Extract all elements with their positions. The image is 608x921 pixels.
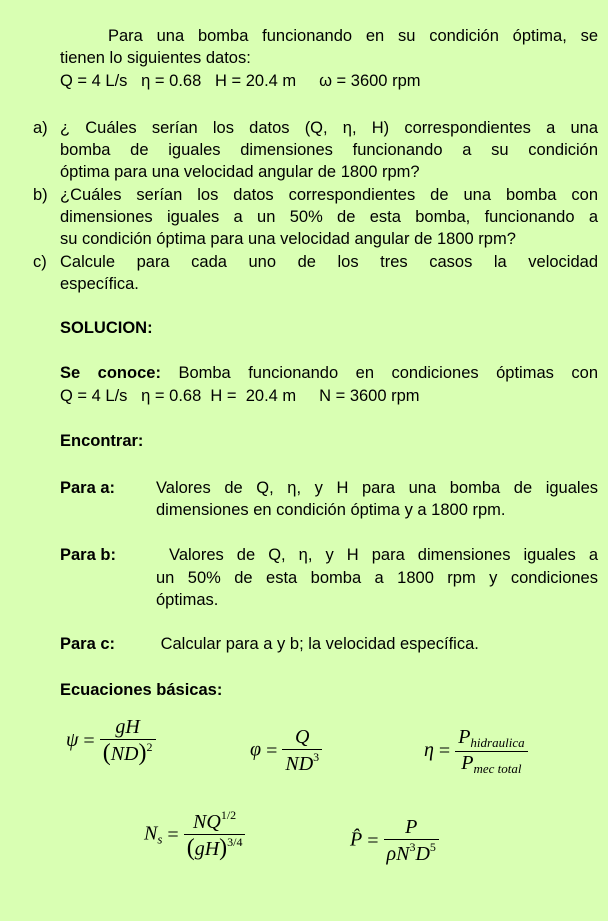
part-b-line-3: óptimas. [156, 591, 219, 609]
ns-numerator-exponent: 1/2 [220, 808, 237, 822]
eta-fraction [455, 726, 527, 777]
eta-numerator: P [458, 726, 471, 748]
phi-fraction [282, 726, 322, 776]
phat-fraction [384, 816, 439, 866]
eta-symbol: η [424, 739, 434, 762]
eta-numerator-subscript: hidraulica [470, 735, 525, 750]
question-b-marker: b) [33, 186, 48, 204]
question-a-line-2: bomba de iguales dimensiones funcionando a su condición [60, 141, 598, 159]
psi-denominator: ND [110, 743, 139, 765]
ns-denominator-exponent: 3/4 [227, 835, 243, 849]
part-b-line-2: un 50% de esta bomba a 1800 rpm y condiciones [156, 569, 598, 587]
question-c-line-1: Calcule para cada uno de los tres casos la velocidad [60, 253, 598, 271]
solution-heading: SOLUCION: [60, 319, 153, 337]
equation-power-coefficient: P̂ = $\frac{P}{\rho N^3D^5}$ [350, 816, 439, 866]
ns-subscript: s [157, 831, 163, 847]
equation-head-coefficient: ψ = $\frac{gH}{(ND)^2}$ [66, 716, 156, 767]
intro-line-1: Para una bomba funcionando en su condición óptima, se [108, 27, 598, 45]
find-heading: Encontrar: [60, 432, 144, 450]
question-b-line-2: dimensiones iguales a un 50% de esta bomba, funcionando a [60, 208, 598, 226]
phat-numerator: P [405, 816, 418, 838]
part-a-label: Para a: [60, 479, 116, 497]
question-b-line-1: ¿Cuáles serían los datos correspondientes de una bomba con [60, 186, 598, 204]
question-a-marker: a) [33, 119, 48, 137]
psi-fraction: $\frac{gH}{(ND)^2}$ [100, 716, 156, 767]
question-a-line-1: ¿ Cuáles serían los datos (Q, η, H) correspondientes a una [60, 119, 598, 137]
intro-line-2: tienen lo siguientes datos: [60, 49, 251, 67]
psi-exponent: 2 [146, 740, 153, 754]
part-c-line-1: Calcular para a y b; la velocidad específica. [156, 635, 479, 653]
equation-flow-coefficient: φ = $\frac{Q}{ND^3}$ [250, 726, 322, 776]
part-c-label: Para c: [60, 635, 116, 653]
known-label: Se conoce: [60, 364, 161, 382]
ns-denominator: gH [194, 838, 220, 860]
phi-exponent: 3 [313, 750, 320, 764]
phi-denominator: ND [285, 753, 314, 775]
phat-N: N [396, 843, 410, 865]
phat-D: D [415, 843, 430, 865]
eta-denominator-subscript: mec total [473, 761, 522, 776]
part-a-line-1: Valores de Q, η, y H para una bomba de iguales [156, 479, 598, 497]
known-data-line: Q = 4 L/s η = 0.68 H = 20.4 m N = 3600 rpm [60, 387, 420, 405]
phi-symbol: φ [250, 738, 262, 761]
ns-numerator: NQ [193, 811, 221, 833]
known-rest: Bomba funcionando en condiciones óptimas con [160, 364, 598, 382]
phi-numerator: Q [295, 726, 310, 748]
intro-data-line: Q = 4 L/s η = 0.68 H = 20.4 m ω = 3600 rpm [60, 72, 421, 90]
part-b-line-1: Valores de Q, η, y H para dimensiones iguales a [156, 546, 598, 564]
eta-denominator: P [461, 752, 474, 774]
ns-symbol: N [144, 822, 158, 845]
psi-symbol: ψ [66, 729, 79, 752]
question-a-line-3: óptima para una velocidad angular de 1800 rpm? [60, 163, 420, 181]
part-b-label: Para b: [60, 546, 116, 564]
ns-fraction: $\frac{NQ^{1/2}}{(gH)^{3/4}}$ [184, 808, 246, 862]
question-c-line-2: específica. [60, 275, 139, 293]
equations-heading: Ecuaciones básicas: [60, 681, 223, 699]
question-b-line-3: su condición óptima para una velocidad angular de 1800 rpm? [60, 230, 516, 248]
question-c-marker: c) [33, 253, 47, 271]
phat-N-exponent: 3 [409, 840, 416, 854]
phat-symbol: P̂ [350, 828, 363, 851]
known-line-1 [60, 362, 598, 384]
psi-numerator: gH [115, 716, 140, 738]
equation-efficiency: η = $\frac{P_{hidraulica}}{P_{mec total}}$ [424, 726, 528, 777]
part-a-line-2: dimensiones en condición óptima y a 1800 rpm. [156, 501, 506, 519]
phat-rho: ρ [386, 843, 397, 865]
equation-specific-speed: $N_s$ = $\frac{NQ^{1/2}}{(gH)^{3/4}}$ [144, 808, 245, 862]
phat-D-exponent: 5 [429, 840, 436, 854]
